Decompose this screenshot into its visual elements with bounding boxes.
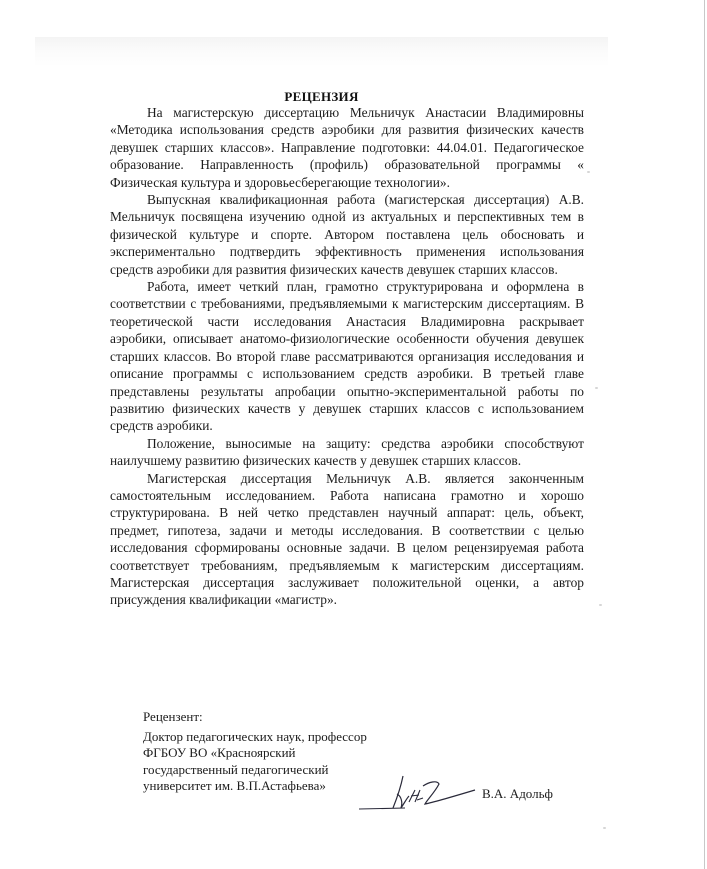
paragraph-structure: Работа, имеет четкий план, грамотно структурирована и оформлена в соответствии с требованиями, предъявляемыми к магистерским диссертациям. В теоретической части исследования Анастасия Владимировна раскрывает аэробики, описывает анатомо-физиологические особенности обучения девушек старших классов. Во второй главе рассматриваются организация исследования и описание программы с использованием средств аэробики. В третьей главе представлены результаты апробации опытно-экспериментальной работы по развитию физических качеств у девушек старших классов с использованием средств аэробики. [110, 279, 584, 434]
scan-artifact [587, 171, 590, 173]
paragraph-intro: На магистерскую диссертацию Мельничук Анастасии Владимировны «Методика использования средств аэробики для развития физических качеств девушек старших классов». Направление подготовки: 44.04.01. Педагогическое образование. Направленность (профиль) образовательной программы « Физическая культура и здоровьесберегающие технологии». [110, 105, 584, 190]
scanned-page [35, 37, 608, 869]
review-body [110, 104, 584, 609]
reviewer-degree: Доктор педагогических наук, профессор [143, 728, 367, 744]
reviewer-org-line-2: государственный педагогический [143, 761, 329, 777]
scan-artifact [599, 604, 602, 606]
reviewer-label: Рецензент: [143, 709, 203, 724]
viewer-divider [704, 0, 705, 869]
paragraph-defense-position: Положение, выносимые на защиту: средства аэробики способствуют наилучшему развитию физических качеств у девушек старших классов. [110, 435, 584, 469]
reviewer-org-line-3: университет им. В.П.Астафьева» [143, 778, 326, 793]
reviewer-block [143, 709, 367, 795]
signature-icon [357, 772, 477, 812]
scan-artifact [595, 387, 598, 389]
document-title: РЕЦЕНЗИЯ [284, 89, 359, 104]
reviewer-name: В.А. Адольф [482, 786, 553, 801]
scan-artifact [603, 827, 606, 829]
paragraph-topic: Выпускная квалификационная работа (магистерская диссертация) А.В. Мельничук посвящена изучению одной из актуальных и перспективных тем в физической культуре и спорте. Автором поставлена цель обосновать и экспериментально подтвердить эффективность применения использования средств аэробики для развития физических качеств девушек старших классов. [110, 192, 584, 277]
paragraph-conclusion: Магистерская диссертация Мельничук А.В. является законченным самостоятельным исследованием. Работа написана грамотно и хорошо структурирована. В ней четко представлен научный аппарат: цель, объект, предмет, гипотеза, задачи и методы исследования. В соответствии с целью исследования сформированы основные задачи. В целом рецензируемая работа соответствует требованиям, предъявляемым к магистерским диссертациям. Магистерская диссертация заслуживает положительной оценки, а автор присуждения квалификации «магистр». [110, 470, 584, 608]
reviewer-org-line-1: ФГБОУ ВО «Красноярский [143, 745, 296, 760]
